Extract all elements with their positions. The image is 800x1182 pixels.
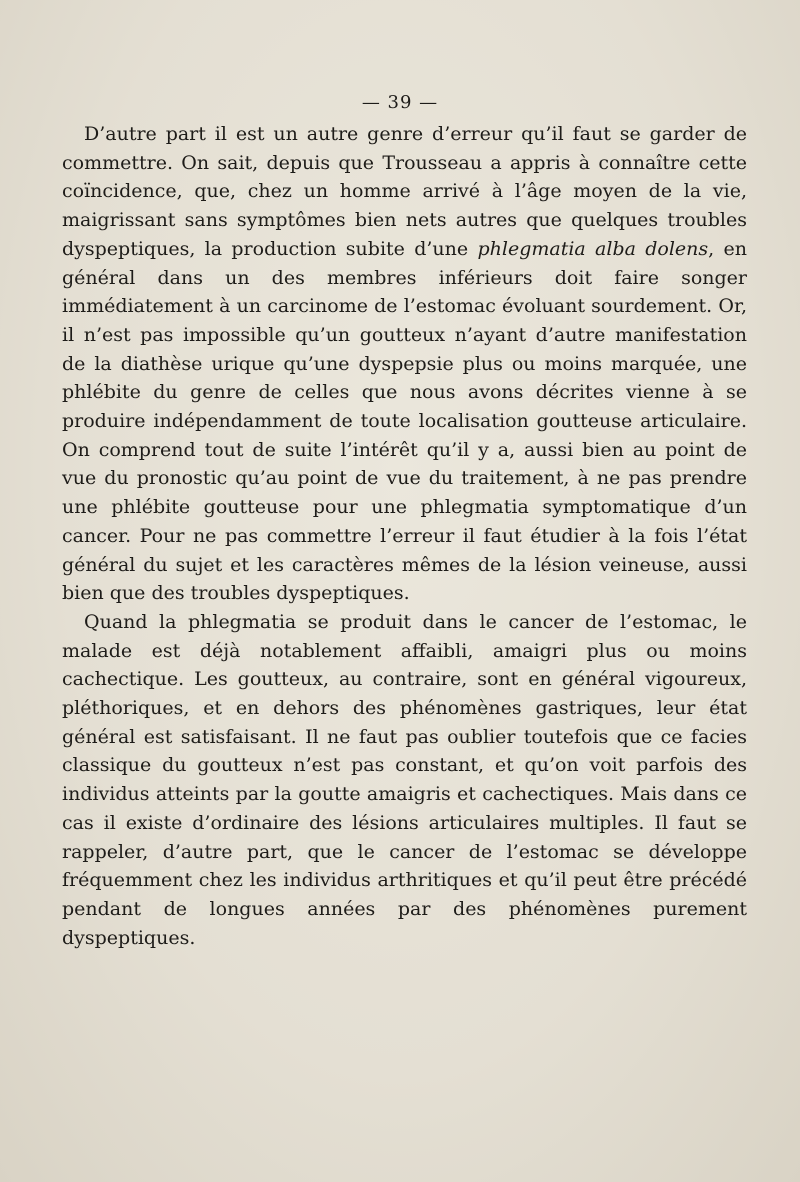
paragraph-1-text-start: D’autre part il est un autre genre d’erreur qu’il faut se garder de commettre. On sait, depuis que Trousseau a appris à connaître cette coïncidence, que, chez un homme arrivé à l’âge moyen de la vie, maigrissant sans symptômes bien nets autres que quelques troubles dyspeptiques, la production subite d’une bbox=[62, 123, 747, 260]
paragraph-1-italic-term: phlegmatia alba dolens bbox=[477, 237, 709, 260]
paragraph-1-text-end: , en général dans un des membres inférieurs doit faire songer immédiatement à un carcinome de l’estomac évoluant sourdement. Or, il n’est pas impossible qu’un goutteux n’ayant d’autre manifestation de la diathèse urique qu’une dyspepsie plus ou moins marquée, une phlébite du genre de celles que nous avons décrites vienne à se produire indépendamment de toute localisation goutteuse articulaire. On comprend tout de suite l’intérêt qu’il y a, aussi bien au point de vue du pronostic qu’au point de vue du traitement, à ne pas prendre une phlébite goutteuse pour une phlegmatia symptomatique d’un cancer. Pour ne pas commettre l’erreur il faut étudier à la fois l’état général du sujet et les caractères mêmes de la lésion veineuse, aussi bien que des troubles dyspeptiques. bbox=[62, 237, 748, 605]
page-number: — 39 — bbox=[361, 92, 439, 113]
paragraph-1 bbox=[62, 120, 747, 608]
body-text bbox=[62, 120, 747, 952]
paragraph-2: Quand la phlegmatia se produit dans le cancer de l’estomac, le malade est déjà notablement affaibli, amaigri plus ou moins cachectique. Les goutteux, au contraire, sont en général vigoureux, pléthoriques, et en dehors des phénomènes gastriques, leur état général est satisfaisant. Il ne faut pas oublier toutefois que ce facies classique du goutteux n’est pas constant, et qu’on voit parfois des individus atteints par la goutte amaigris et cachectiques. Mais dans ce cas il existe d’ordinaire des lésions articulaires multiples. Il faut se rappeler, d’autre part, que le cancer de l’estomac se développe fréquemment chez les individus arthritiques et qu’il peut être précédé pendant de longues années par des phénomènes purement dyspeptiques. bbox=[62, 610, 747, 949]
